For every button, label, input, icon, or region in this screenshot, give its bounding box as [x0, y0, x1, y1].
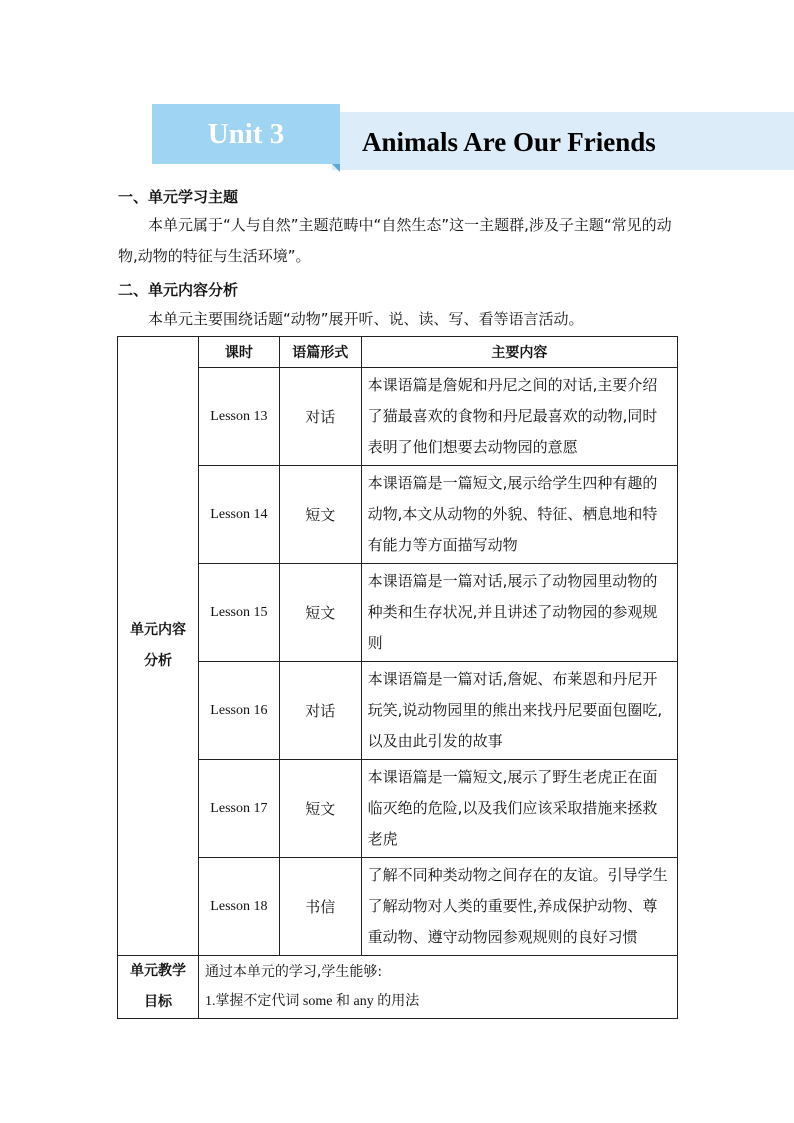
form-cell: 短文	[279, 466, 361, 564]
form-cell: 对话	[279, 368, 361, 466]
table-row	[118, 662, 678, 760]
lesson-cell: Lesson 13	[198, 368, 279, 466]
form-cell: 对话	[279, 662, 361, 760]
lesson-cell: Lesson 14	[198, 466, 279, 564]
side-label-teaching-goals: 单元教学目标	[118, 956, 199, 1019]
content-cell: 本课语篇是一篇短文,展示了野生老虎正在面临灭绝的危险,以及我们应该采取措施来拯救老虎	[361, 760, 677, 858]
lesson-cell: Lesson 17	[198, 760, 279, 858]
unit-content-table	[117, 336, 678, 1019]
form-cell: 书信	[279, 858, 361, 956]
goal-intro: 通过本单元的学习,学生能够:	[204, 964, 383, 980]
table-row	[118, 368, 678, 466]
table-row	[118, 564, 678, 662]
form-cell: 短文	[279, 760, 361, 858]
section2-heading: 二、单元内容分析	[118, 281, 239, 299]
unit-banner	[152, 104, 794, 172]
table-row	[118, 466, 678, 564]
header-content: 主要内容	[361, 337, 677, 368]
content-cell: 了解不同种类动物之间存在的友谊。引导学生了解动物对人类的重要性,养成保护动物、尊重动物、遵守动物园参观规则的良好习惯	[361, 858, 677, 956]
table-row	[118, 760, 678, 858]
goal-item-1: 1.掌握不定代词 some 和 any 的用法	[204, 994, 420, 1009]
lesson-cell: Lesson 18	[198, 858, 279, 956]
form-cell: 短文	[279, 564, 361, 662]
lesson-cell: Lesson 16	[198, 662, 279, 760]
content-cell: 本课语篇是一篇对话,展示了动物园里动物的种类和生存状况,并且讲述了动物园的参观规则	[361, 564, 677, 662]
content-cell: 本课语篇是詹妮和丹尼之间的对话,主要介绍了猫最喜欢的食物和丹尼最喜欢的动物,同时表明了他们想要去动物园的意愿	[361, 368, 677, 466]
unit-title: Animals Are Our Friends	[362, 127, 656, 157]
unit-number: Unit 3	[207, 118, 285, 150]
section2-text: 本单元主要围绕话题“动物”展开听、说、读、写、看等语言活动。	[148, 310, 584, 328]
lesson-cell: Lesson 15	[198, 564, 279, 662]
teaching-goals-cell	[198, 956, 677, 1019]
section1-text: 本单元属于“人与自然”主题范畴中“自然生态”这一主题群,涉及子主题“常见的动物,动物的特征与生活环境”。	[118, 216, 672, 265]
section1-heading: 一、单元学习主题	[118, 188, 239, 206]
side-label-content-analysis: 单元内容分析	[118, 337, 199, 956]
table-row	[118, 858, 678, 956]
content-cell: 本课语篇是一篇对话,詹妮、布莱恩和丹尼开玩笑,说动物园里的熊出来找丹尼要面包圈吃,以及由此引发的故事	[361, 662, 677, 760]
content-cell: 本课语篇是一篇短文,展示给学生四种有趣的动物,本文从动物的外貌、特征、栖息地和特有能力等方面描写动物	[361, 466, 677, 564]
header-form: 语篇形式	[279, 337, 361, 368]
header-lesson: 课时	[198, 337, 279, 368]
